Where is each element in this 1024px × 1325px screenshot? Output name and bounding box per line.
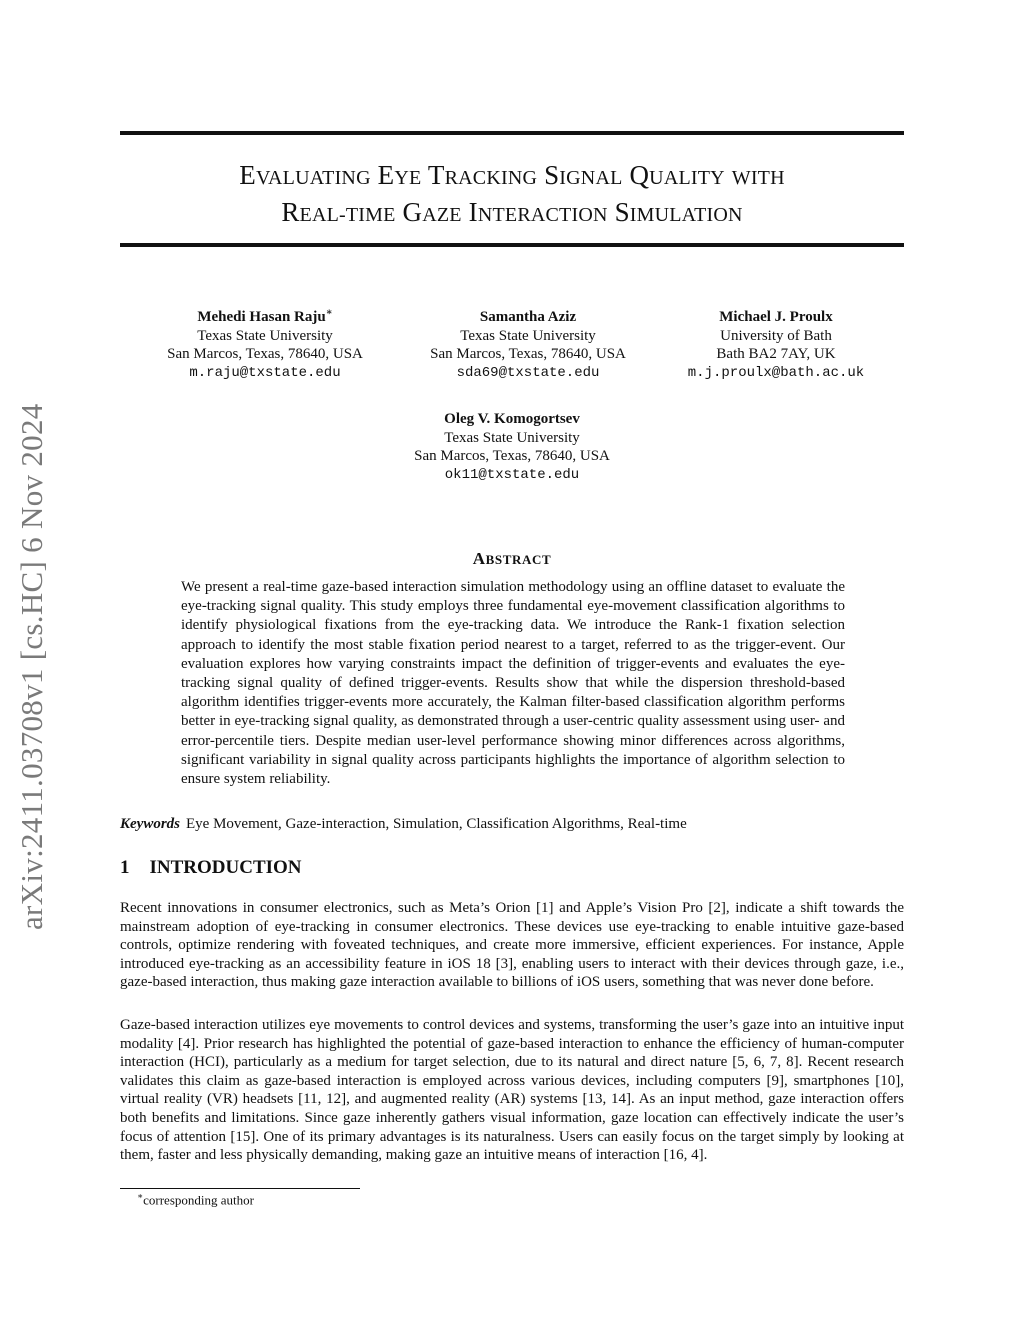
- author-email[interactable]: m.j.proulx@bath.ac.uk: [687, 364, 865, 381]
- author-block: [403, 308, 653, 382]
- author-address: Bath BA2 7AY, UK: [716, 346, 836, 362]
- author-block: [140, 308, 390, 382]
- author-address: San Marcos, Texas, 78640, USA: [430, 346, 626, 362]
- author-affiliation: Texas State University: [460, 327, 596, 344]
- paper-title: [120, 158, 904, 232]
- author-name: Michael J. Proulx: [719, 309, 833, 325]
- author-name: Oleg V. Komogortsev: [444, 411, 580, 427]
- title-rule-bottom: [120, 243, 904, 247]
- footnote-text: corresponding author: [143, 1192, 254, 1208]
- footnote: [137, 1191, 254, 1208]
- author-address: San Marcos, Texas, 78640, USA: [167, 346, 363, 362]
- author-email[interactable]: sda69@txstate.edu: [456, 364, 600, 381]
- arxiv-identifier: arXiv:2411.03708v1 [cs.HC] 6 Nov 2024: [14, 403, 49, 930]
- keywords-label: Keywords: [120, 816, 180, 832]
- author-name: Samantha Aziz: [479, 309, 577, 325]
- author-affiliation: Texas State University: [444, 429, 580, 446]
- intro-paragraph: Gaze-based interaction utilizes eye movements to control devices and systems, transforming the user’s gaze into an intuitive input modality [4]. Prior research has highlighted the potential of gaze-based interaction to enhance the efficiency of human-computer interaction (HCI), particularly as a medium for target selection, due to its natural and direct nature [5, 6, 7, 8]. Recent research validates this claim as gaze-based interaction is employed across various devices, including computers [9], smartphones [10], virtual reality (VR) headsets [11, 12], and augmented reality (AR) systems [13, 14]. As an input method, gaze interaction offers both benefits and limitations. Since gaze inherently gathers visual information, gaze location can effectively indicate the user’s focus of attention [15]. One of its primary advantages is its naturalness. Users can easily focus on the target simply by looking at them, faster and less physically demanding, making gaze an intuitive means of interaction [16, 4].: [120, 1017, 904, 1164]
- author-affiliation: Texas State University: [197, 327, 333, 344]
- author-footnote-mark: ∗: [325, 307, 333, 318]
- author-email[interactable]: ok11@txstate.edu: [444, 466, 580, 483]
- title-line-2: REAL-TIME GAZE INTERACTION SIMULATION: [281, 197, 743, 227]
- author-block: [660, 308, 892, 382]
- author-block: [387, 410, 637, 484]
- title-rule-top: [120, 131, 904, 135]
- footnote-rule: [120, 1188, 360, 1189]
- footnote-mark: ∗: [137, 1191, 144, 1201]
- author-address: San Marcos, Texas, 78640, USA: [414, 448, 610, 464]
- keywords: [120, 815, 904, 834]
- abstract-text: We present a real-time gaze-based interaction simulation methodology using an offline dataset to evaluate the eye-tracking signal quality. This study employs three fundamental eye-movement classification algorithms to identify physiological fixations from the eye-tracking data. We introduce the Rank-1 fixation selection approach to identify the most stable fixation period nearest to a target, referred to as the trigger-event. Our evaluation explores how varying constraints impact the definition of trigger-events and evaluates the eye-tracking signal quality of defined trigger-events. Results show that while the dispersion threshold-based algorithm identifies trigger-events more accurately, the Kalman filter-based classification algorithm performs better in eye-tracking signal quality, as demonstrated through a user-centric quality assessment using user- and error-percentile tiers. Despite median user-level performance showing minor differences across algorithms, significant variability in signal quality across participants highlights the importance of algorithm selection to ensure system reliability.: [181, 579, 845, 788]
- author-email[interactable]: m.raju@txstate.edu: [189, 364, 341, 381]
- section-heading: [120, 857, 302, 879]
- author-affiliation: University of Bath: [720, 327, 832, 344]
- author-name: Mehedi Hasan Raju: [197, 309, 326, 325]
- intro-paragraph: Recent innovations in consumer electronics, such as Meta’s Orion [1] and Apple’s Vision Pro [2], indicate a shift towards the mainstream adoption of eye-tracking in consumer electronics. These devices use eye-tracking to enable intuitive gaze-based controls, optimize rendering with foveated techniques, and create more immersive, efficient experiences. For instance, Apple introduced eye-tracking as an accessibility feature in iOS 18 [3], enabling users to interact with their devices through gaze, i.e., gaze-based interaction, thus making gaze interaction available to billions of iOS users, something that was never done before.: [120, 900, 904, 991]
- section-number: 1: [120, 857, 130, 878]
- keywords-text: Eye Movement, Gaze-interaction, Simulation, Classification Algorithms, Real-time: [186, 816, 687, 832]
- title-line-1: EVALUATING EYE TRACKING SIGNAL QUALITY WITH: [239, 160, 785, 190]
- abstract-heading: ABSTRACT: [472, 549, 552, 568]
- section-title: INTRODUCTION: [149, 857, 302, 878]
